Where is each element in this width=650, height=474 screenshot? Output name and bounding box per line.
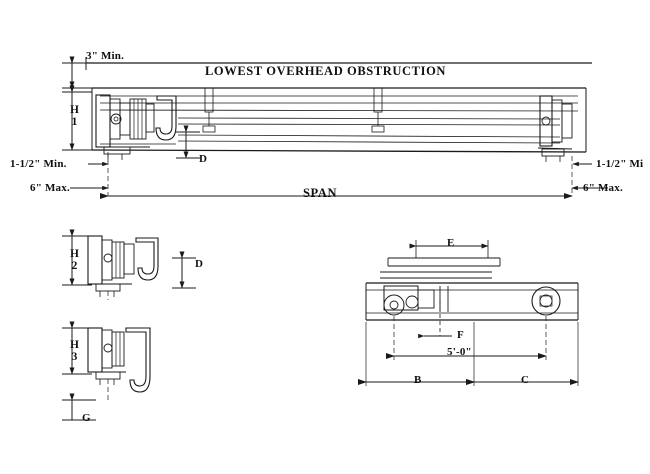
dimension-h3 bbox=[70, 339, 79, 363]
label-1-5in-min-right: 1-1/2" Mi bbox=[596, 158, 644, 170]
dimension-h2 bbox=[70, 248, 79, 272]
label-1-5in-min-left: 1-1/2" Min. bbox=[10, 158, 67, 170]
label-6in-max-left: 6" Max. bbox=[30, 182, 70, 194]
dimension-e: E bbox=[447, 237, 455, 249]
label-span: SPAN bbox=[303, 186, 338, 200]
dimension-h1-letter: H bbox=[70, 104, 79, 116]
dimension-c: C bbox=[521, 374, 530, 386]
dimension-d-top: D bbox=[199, 153, 208, 165]
dimension-g: G bbox=[82, 412, 91, 424]
dimension-b: B bbox=[414, 374, 422, 386]
dimension-h3-letter: H bbox=[70, 339, 79, 351]
dimension-h3-number: 3 bbox=[71, 351, 78, 364]
diagram-title: LOWEST OVERHEAD OBSTRUCTION bbox=[205, 64, 447, 78]
dimension-h2-letter: H bbox=[70, 248, 79, 260]
dimension-h2-number: 2 bbox=[71, 260, 78, 273]
dimension-d-mid: D bbox=[195, 258, 204, 270]
dimension-f: F bbox=[457, 329, 464, 341]
dimension-h1-number: 1 bbox=[71, 116, 78, 129]
label-3in-min: 3" Min. bbox=[86, 50, 125, 62]
dimension-wheelbase: 5'-0" bbox=[447, 346, 472, 358]
dimension-h1 bbox=[70, 104, 79, 128]
label-6in-max-right: 6" Max. bbox=[583, 182, 623, 194]
